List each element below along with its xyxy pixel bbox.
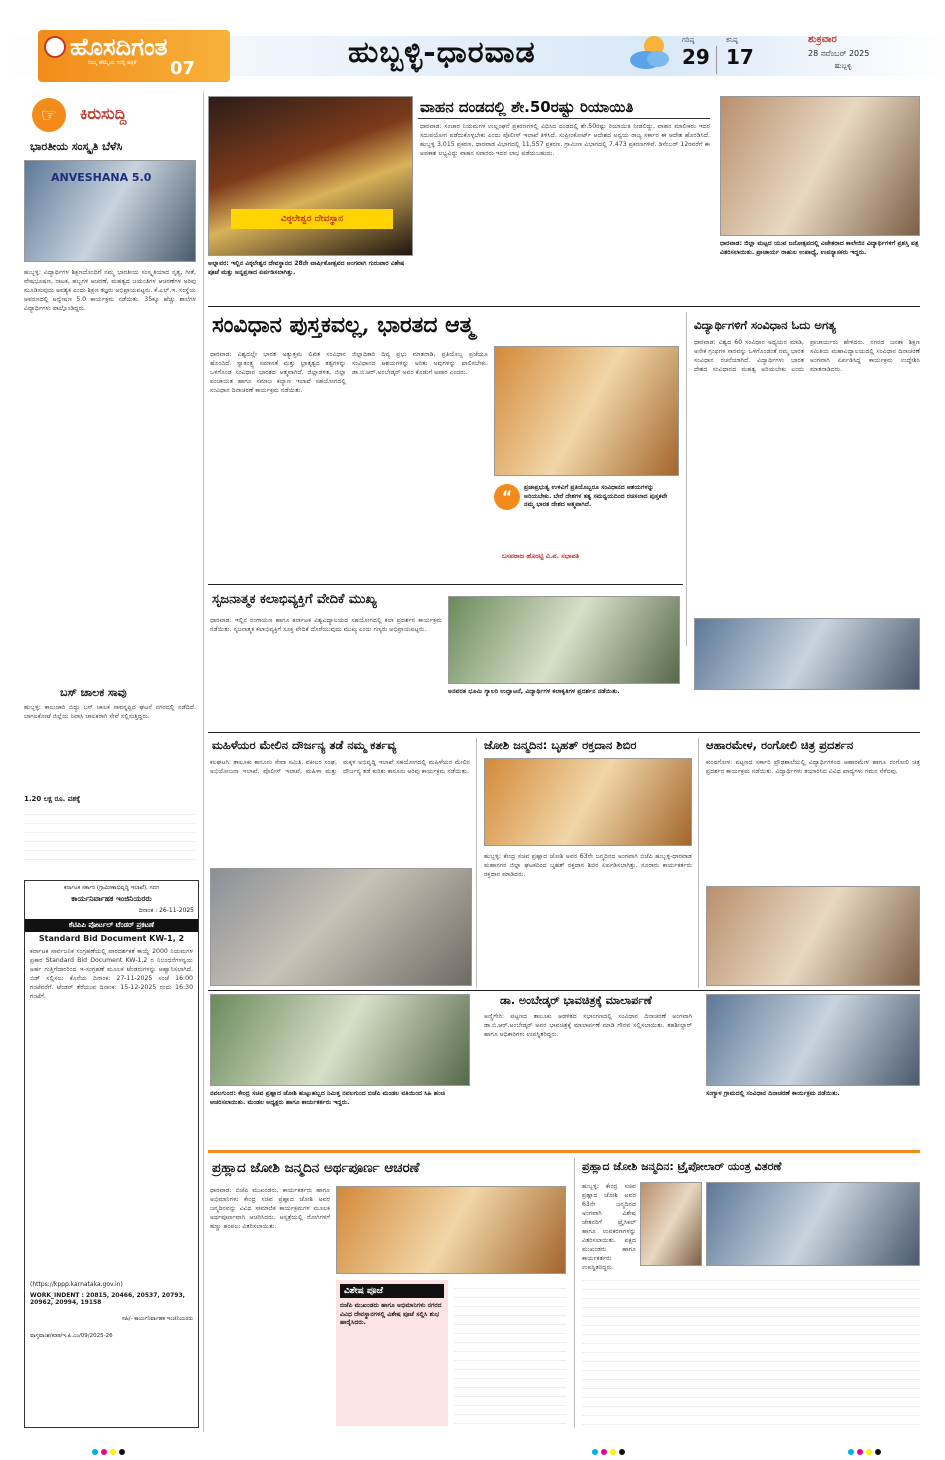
constitution-quote: ಪ್ರಜಾಪ್ರಭುತ್ವ ಉಳಿವಿಗೆ ಪ್ರತಿಯೊಬ್ಬರೂ ಸಂವಿಧಾನದ ಆಶಯಗಳನ್ನು ಅರಿಯಬೇಕು. ಬೇರೆ ದೇಶಗಳ ತತ್ವ ಸಮನ್ವಯದಿಂದ ರಚಿಸಲಾದ ಪುಸ್ತಕವೇ ನಮ್ಮ ಭಾರತ ದೇಶದ ಆತ್ಮವಾಗಿದೆ. [524,484,668,508]
anveshana-photo [24,160,196,262]
fine-rule [418,118,710,119]
constitution-body-2: ಜಿಲ್ಲಾಧಿಕಾರಿ ದಿವ್ಯ ಪ್ರಭು ಮಾತನಾಡಿ, ಪ್ರತಿಯೊಬ್ಬ ಪ್ರಜೆಯೂ ಸಂವಿಧಾನದ ಆಶಯಗಳನ್ನು ಅರಿತು ಅವುಗಳನ್ನು ಪಾಲಿಸಬೇಕು. ಡಾ.ಬಿ.ಆರ್.ಅಂಬೇಡ್ಕರ್ ಅವರ ಕೊಡುಗೆ ಅಪಾರ ಎಂದರು. [352,351,488,376]
column-divider [203,92,204,1432]
edition-city: ಹುಬ್ಬಳ್ಳಿ [834,62,852,70]
women-body: ಕಲಘಟಗಿ: ತಾಲೂಕು ಕಾನೂನು ಸೇವಾ ಸಮಿತಿ, ವಕೀಲರ ಸಂಘ, ಅಭಿಯೋಜನಾ ಇಲಾಖೆ, ಪೊಲೀಸ್ ಇಲಾಖೆ, ಮಹಿಳಾ ಮತ್ತು ಮಕ್ಕಳ ಅಭಿವೃದ್ಧಿ ಇಲಾಖೆ ಸಹಯೋಗದಲ್ಲಿ ಮಹಿಳೆಯರ ಮೇಲಿನ ದೌರ್ಜನ್ಯ ತಡೆ ಕುರಿತು ಕಾನೂನು ಅರಿವು ಕಾರ್ಯಕ್ರಮ ನಡೆಯಿತು. [210,759,470,775]
kiru-body: ಹುಬ್ಬಳ್ಳಿ: ವಿದ್ಯಾರ್ಥಿಗಳ ಶಿಕ್ಷಣದೊಂದಿಗೆ ನಮ್ಮ ಭಾರತೀಯ ಸಂಸ್ಕೃತಿಯಾದ ನೃತ್ಯ, ಗೀತೆ, ವೇಷಭೂಷಣ, ನಾಟಕ, ಹಬ್ಬಗಳ ಆಚರಣೆ, ಮಹತ್ವದ ಜಯಂತಿಗಳ ಆಚರಣೆಗಳ ಅರಿವು ಮೂಡಿಸುವುದು ಅವಶ್ಯಕ ಎಂದು ಶಿಕ್ಷಣ ತಜ್ಞರು ಅಭಿಪ್ರಾಯಪಟ್ಟರು. ಕೆ.ಎಲ್.ಇ. ಸಂಸ್ಥೆಯ ಆವರಣದಲ್ಲಿ ಅನ್ವೇಷಣ 5.0 ಕಾರ್ಯಕ್ರಮ ನಡೆಯಿತು. 35ಕ್ಕೂ ಹೆಚ್ಚು ಶಾಲೆಗಳ ವಿದ್ಯಾರ್ಥಿಗಳು ಪಾಲ್ಗೊಂಡಿದ್ದರು. [24,269,196,312]
blood-body: ಹುಬ್ಬಳ್ಳಿ: ಕೇಂದ್ರ ಸಚಿವ ಪ್ರಹ್ಲಾದ ಜೋಶಿ ಅವರ 63ನೇ ಜನ್ಮದಿನದ ಅಂಗವಾಗಿ ಬಿಜೆಪಿ ಹುಬ್ಬಳ್ಳಿ-ಧಾರವಾಡ ಮಹಾನಗರ ಜಿಲ್ಲಾ ಘಟಕದಿಂದ ಬೃಹತ್ ರಕ್ತದಾನ ಶಿಬಿರ ಏರ್ಪಡಿಸಲಾಗಿತ್ತು. ನೂರಾರು ಕಾರ್ಯಕರ್ತರು ರಕ್ತದಾನ ಮಾಡಿದರು. [484,853,692,878]
joshi-meaningful-photo [336,1186,566,1274]
temple-photo [208,96,413,256]
temp-divider [716,46,717,74]
tender-body: ಕರ್ನಾಟಕ ಸಾರ್ವಜನಿಕ ಸಂಗ್ರಹಣೆಯಲ್ಲಿ ಪಾರದರ್ಶಕತೆ ಕಾಯ್ದೆ 2000 ನಿಯಮಗಳ ಪ್ರಕಾರ Standard Bid Document KW-1,2 ರ ನಿಬಂಧನೆಗಳನ್ವಯ ಅರ್ಹ ಗುತ್ತಿಗೆದಾರರಿಂದ ಇ-ಸಂಗ್ರಹಣೆ ಮೂಲಕ ಟೆಂಡರುಗಳನ್ನು ಆಹ್ವಾನಿಸಲಾಗಿದೆ. ಬಿಡ್ ಸಲ್ಲಿಸಲು ಕೊನೆಯ ದಿನಾಂಕ: 27-11-2025 ಸಂಜೆ 16:00 ಗಂಟೆವರೆಗೆ. ಟೆಂಡರ್ ತೆರೆಯುವ ದಿನಾಂಕ: 15-12-2025 ರಂದು 16:30 ಗಂಟೆಗೆ. [30,948,193,1000]
blood-photo [484,758,692,846]
logo-emblem-icon [44,36,66,58]
tender-office: ಕಾರ್ಯನಿರ್ವಾಹಕ ಇಂಜಿನಿಯರರು [71,894,152,903]
constitution-photo [494,346,679,476]
navalgund-photo [210,994,470,1086]
section-rule [208,306,920,307]
fine-body: ಧಾರವಾಡ: ಸಂಚಾರ ನಿಯಮಗಳ ಉಲ್ಲಂಘನೆ ಪ್ರಕರಣಗಳಲ್ಲಿ ವಿಧಿಸಿದ ದಂಡದಲ್ಲಿ ಶೇ.50ರಷ್ಟು ರಿಯಾಯಿತಿ ನೀಡಲಿದ್ದು, ವಾಹನ ಮಾಲೀಕರು ಇದರ ಸದುಪಯೋಗ ಪಡೆದುಕೊಳ್ಳಬೇಕು ಎಂದು ಪೊಲೀಸ್ ಇಲಾಖೆ ತಿಳಿಸಿದೆ. ಸುಪ್ರೀಂಕೋರ್ಟ್ ಆದೇಶದ ಅನ್ವಯ ರಾಜ್ಯ ಸರ್ಕಾರ ಈ ಆದೇಶ ಹೊರಡಿಸಿದೆ. ಹುಬ್ಬಳ್ಳಿ 3,015 ಪ್ರಕರಣ, ಧಾರವಾಡ ವಿಭಾಗದಲ್ಲಿ 11,557 ಪ್ರಕರಣ, ಗ್ರಾಮೀಣ ವಿಭಾಗದಲ್ಲಿ 7,473 ಪ್ರಕರಣಗಳಿವೆ. ಡಿಸೆಂಬರ್ 12ರವರೆಗೆ ಈ ಅವಕಾಶ ಲಭ್ಯವಿದ್ದು ವಾಹನ ಸವಾರರು ಇದರ ಲಾಭ ಪಡೆಯಬಹುದು. [420,123,710,157]
temple-banner: ವಿಠ್ಠಲೇಶ್ವರ ದೇವಸ್ಥಾನ [231,209,393,229]
ambedkar-body: ಅಣ್ಣಿಗೇರಿ: ಪಟ್ಟಣದ ತಾಲೂಕು ಆಡಳಿತದ ಸಭಾಂಗಣದಲ್ಲಿ ಸಂವಿಧಾನ ದಿನಾಚರಣೆ ಅಂಗವಾಗಿ ಡಾ.ಬಿ.ಆರ್.ಅಂಬೇಡ್ಕರ್ ಅವರ ಭಾವಚಿತ್ರಕ್ಕೆ ಮಾಲಾರ್ಪಣೆ ಮಾಡಿ ಗೌರವ ಸಲ್ಲಿಸಲಾಯಿತು. ತಹಶೀಲ್ದಾರ್ ಹಾಗೂ ಅಧಿಕಾರಿಗಳು ಉಪಸ್ಥಿತರಿದ್ದರು. [484,1013,692,1038]
constitution-quote-author: ಬಸವರಾಜ ಹೊರಟ್ಟಿ ವಿ.ಪ. ಸಭಾಪತಿ [502,552,580,560]
special-pooja-body: ಬಿಜೆಪಿ ಮುಖಂಡರು ಹಾಗೂ ಅಭಿಮಾನಿಗಳು ನಗರದ ವಿವಿಧ ದೇವಸ್ಥಾನಗಳಲ್ಲಿ ವಿಶೇಷ ಪೂಜೆ ಸಲ್ಲಿಸಿ ಶುಭ ಹಾರೈಸಿದರು. [340,1302,442,1326]
masthead [0,0,945,92]
special-pooja-title: ವಿಶೇಷ ಪೂಜೆ [340,1284,444,1298]
food-photo [706,886,920,986]
fine-headline: ವಾಹನ ದಂಡದಲ್ಲಿ ಶೇ.50ರಷ್ಟು ರಿಯಾಯಿತಿ [420,98,634,116]
constitution-headline: ಸಂವಿಧಾನ ಪುಸ್ತಕವಲ್ಲ, ಭಾರತದ ಆತ್ಮ [212,312,475,338]
tender-date: ದಿನಾಂಕ : 26-11-2025 [138,907,194,914]
navalgund-caption: ನವಲಗುಂದ: ಕೇಂದ್ರ ಸಚಿವ ಪ್ರಹ್ಲಾದ ಜೋಶಿ ಹುಟ್ಟುಹಬ್ಬದ ನಿಮಿತ್ತ ನವಲಗುಂದ ಬಿಜೆಪಿ ಮಂಡಲ ವತಿಯಿಂದ ಸಿಹಿ ಹಂಚಿ ಆಚರಿಸಲಾಯಿತು. ಮಂಡಲ ಅಧ್ಯಕ್ಷರು ಹಾಗೂ ಕಾರ್ಯಕರ್ತರು ಇದ್ದರು. [210,1090,445,1106]
lower-rule [208,990,920,991]
tender-signature: ಸಹಿ/- ಕಾರ್ಯನಿರ್ವಾಹಕ ಇಂಜಿನಿಯರರು [121,1316,193,1322]
tender-url: (https://kppp.karnataka.gov.in) [30,1281,123,1288]
women-photo [210,868,472,986]
tricycle-body: ಹುಬ್ಬಳ್ಳಿ: ಕೇಂದ್ರ ಸಚಿವ ಪ್ರಹ್ಲಾದ ಜೋಶಿ ಅವರ 63ನೇ ಜನ್ಮದಿನದ ಅಂಗವಾಗಿ ವಿಶೇಷ ಚೇತನರಿಗೆ ಟ್ರೈಸಿಕಲ್ ಹಾಗೂ ಉಪಕರಣಗಳನ್ನು ವಿತರಿಸಲಾಯಿತು. ಪಕ್ಷದ ಮುಖಂಡರು ಹಾಗೂ ಕಾರ್ಯಕರ್ತರು ಉಪಸ್ಥಿತರಿದ್ದರು. [582,1183,636,1271]
constitution-quote-box [494,480,679,576]
registration-marks-left [92,1440,128,1459]
max-temp-block [682,36,710,69]
food-body: ಕುಂದಗೋಳ: ಪಟ್ಟಣದ ಸರ್ಕಾರಿ ಪ್ರೌಢಶಾಲೆಯಲ್ಲಿ ವಿದ್ಯಾರ್ಥಿಗಳಿಂದ ಆಹಾರಮೇಳ ಹಾಗೂ ರಂಗೋಲಿ ಚಿತ್ರ ಪ್ರದರ್ಶನ ಕಾರ್ಯಕ್ರಮ ನಡೆಯಿತು. ವಿದ್ಯಾರ್ಥಿಗಳು ತಯಾರಿಸಿದ ವಿವಿಧ ಖಾದ್ಯಗಳು ಗಮನ ಸೆಳೆದವು. [706,759,920,775]
tricycle-photo-1 [640,1182,702,1266]
cash-seized-body [24,806,196,862]
special-pooja-box [336,1280,448,1426]
tender-org: ಕರ್ನಾಟಕ ಸರ್ಕಾರ (ಗ್ರಾಮೀಣಾಭಿವೃದ್ಧಿ ಇಲಾಖೆ), ಗದಗ [63,885,160,891]
divider-blood [476,738,477,988]
kiru-headline: ಭಾರತೀಯ ಸಂಸ್ಕೃತಿ ಬೆಳೆಸಿ [30,140,123,153]
min-temp-block [726,36,754,69]
students-certificates-caption: ಧಾರವಾಡ: ಜಿಲ್ಲಾ ಮಟ್ಟದ ಯುವ ಜನೋತ್ಸವದಲ್ಲಿ ವಿಜೇತರಾದ ಕಾಲೇಜಿನ ವಿದ್ಯಾರ್ಥಿಗಳಿಗೆ ಪ್ರಶಸ್ತಿ ಪತ್ರ ವಿತರಿಸಲಾಯಿತು. ಪ್ರಾಚಾರ್ಯ ರಾಹುಲ ಉಪಾಧ್ಯೆ, ಉಪನ್ಯಾಸಕರು ಇದ್ದರು. [720,240,919,256]
arts-photo [448,596,680,684]
tricycle-headline: ಪ್ರಹ್ಲಾದ ಜೋಶಿ ಜನ್ಮದಿನ: ಟ್ರೈಪೋಲಾರ್ ಯಂತ್ರ ವಿತರಣೆ [582,1160,782,1173]
students-certificates-photo [720,96,920,236]
photo-banner-text: ANVESHANA 5.0 [51,171,152,184]
page-title: ಹುಬ್ಬಳ್ಳಿ-ಧಾರವಾಡ [348,35,536,70]
date-text: 28 ನವೆಂಬರ್ 2025 [808,49,870,58]
arts-rule [208,584,683,585]
max-temp-value: 29 [682,45,710,69]
mid-rule [208,732,920,733]
students-constitution-body: ಧಾರವಾಡ: ವಿಶ್ವದ 60 ಸಂವಿಧಾನ ಅಧ್ಯಯನ ಮಾಡಿ, ಅನೇಕ ಗ್ರಂಥಗಳ ಸಾರವನ್ನು ಒಳಗೊಂಡಂತೆ ನಮ್ಮ ಭಾರತ ಸಂವಿಧಾನ ರಚನೆಯಾಗಿದೆ. ವಿದ್ಯಾರ್ಥಿಗಳು ಭಾರತ ದೇಶದ ಸಂವಿಧಾನದ ಮಹತ್ವ ಅರಿಯಬೇಕು ಎಂದು ಪ್ರಾಚಾರ್ಯರು ಹೇಳಿದರು. ನಗರದ ಜನತಾ ಶಿಕ್ಷಣ ಸಮಿತಿಯ ಮಹಾವಿದ್ಯಾಲಯದಲ್ಲಿ ಸಂವಿಧಾನ ದಿನಾಚರಣೆ ಅಂಗವಾಗಿ ಏರ್ಪಡಿಸಿದ್ದ ಕಾರ್ಯಕ್ರಮ ಉದ್ದೇಶಿಸಿ ಮಾತನಾಡಿದರು. [694,339,920,373]
ambedkar-photo [706,994,920,1086]
registration-marks-center [592,1440,628,1459]
logo-tagline: ನಿಮ್ಮ ಹೆಮ್ಮೆಯ ಸುದ್ದಿ ಪತ್ರಿಕೆ [88,60,137,66]
max-temp-label: ಗರಿಷ್ಠ [682,36,695,44]
hand-pointing-icon: ☞ [32,98,66,132]
tender-notice [24,880,199,1428]
min-temp-value: 17 [726,45,754,69]
constitution-body-1: ಧಾರವಾಡ: ವಿಶ್ವದಲ್ಲೇ ಭಾರತ ಅತ್ಯುತ್ತಮ ಲಿಖಿತ ಸಂವಿಧಾನ ಹೊಂದಿದೆ. ಸ್ವಾತಂತ್ರ್ಯ ಸಮಾನತೆ ಮತ್ತು ಭ್ರಾತೃತ್ವದ ತತ್ವಗಳನ್ನು ಒಳಗೊಂಡ ಸಂವಿಧಾನ ಭಾರತದ ಆತ್ಮವಾಗಿದೆ. ಜಿಲ್ಲಾಡಳಿತ, ಜಿಲ್ಲಾ ಪಂಚಾಯತ ಹಾಗೂ ಸಮಾಜ ಕಲ್ಯಾಣ ಇಲಾಖೆ ಸಹಯೋಗದಲ್ಲಿ ಸಂವಿಧಾನ ದಿನಾಚರಣೆ ಕಾರ್ಯಕ್ರಮ ನಡೆಯಿತು. [210,351,346,394]
date-block [808,34,928,71]
tender-work-indent: WORK_INDENT : 20815, 20466, 20537, 20793, 20962, 20994, 19158 [30,1292,185,1306]
joshi-meaningful-continued [454,1280,566,1426]
logo: ಹೊಸದಿಗಂತ [70,32,168,61]
arts-body: ಧಾರವಾಡ: ಇಲ್ಲಿನ ರಂಗಾಯಣ ಹಾಗೂ ಕರ್ನಾಟಕ ವಿಶ್ವವಿದ್ಯಾಲಯದ ಸಹಯೋಗದಲ್ಲಿ ಕಲಾ ಪ್ರದರ್ಶನ ಕಾರ್ಯಕ್ರಮ ನಡೆಯಿತು. ಸೃಜನಾತ್ಮಕ ಕಲಾಭಿವ್ಯಕ್ತಿಗೆ ಸೂಕ್ತ ವೇದಿಕೆ ದೊರೆಯುವುದು ಮುಖ್ಯ ಎಂದು ಗಣ್ಯರು ಅಭಿಪ್ರಾಯಪಟ್ಟರು. [210,617,442,633]
kiru-suddi-label: ಕಿರುಸುದ್ದಿ [80,104,127,123]
min-temp-label: ಕನಿಷ್ಠ [726,36,738,44]
temple-caption: ಅಲ್ನಾವರ: ಇಲ್ಲಿನ ವಿಠ್ಠಲೇಶ್ವರ ದೇವಸ್ಥಾನದ 28ನೇ ವಾರ್ಷಿಕೋತ್ಸವದ ಅಂಗವಾಗಿ ಗುರುವಾರ ವಿಶೇಷ ಪೂಜೆ ಮತ್ತು ಅನ್ನಪ್ರಸಾದ ಏರ್ಪಡಿಸಲಾಗಿತ್ತು. [208,260,405,276]
orange-divider [208,1150,920,1153]
joshi-meaningful-headline: ಪ್ರಹ್ಲಾದ ಜೋಶಿ ಜನ್ಮದಿನ ಅರ್ಥಪೂರ್ಣ ಆಚರಣೆ [212,1160,420,1176]
ambedkar-caption: ಸಂಗ್ಯಾಳ ಗ್ರಾಮದಲ್ಲಿ ಸಂವಿಧಾನ ದಿನಾಚರಣೆ ಕಾರ್ಯಕ್ರಮ ನಡೆಯಿತು. [706,1090,840,1097]
food-headline: ಆಹಾರಮೇಳ, ರಂಗೋಲಿ ಚಿತ್ರ ಪ್ರದರ್ಶನ [706,738,854,752]
tender-title: ಕೆಟಿಪಿಪಿ ಪೋರ್ಟಲ್ ಟೆಂಡರ್ ಪ್ರಕಟಣೆ [25,919,198,932]
ambedkar-headline: ಡಾ. ಅಂಬೇಡ್ಕರ್ ಭಾವಚಿತ್ರಕ್ಕೆ ಮಾಲಾರ್ಪಣೆ [500,994,652,1007]
tender-footer: ವಾಸ್ತವಾಂಶ/ಕಡತ/ಇ.ಪಿ.ಎಂ/09/2025-26 [30,1333,113,1339]
students-constitution-headline: ವಿದ್ಯಾರ್ಥಿಗಳಿಗೆ ಸಂವಿಧಾನ ಓದು ಅಗತ್ಯ [694,318,836,332]
blood-headline: ಜೋಶಿ ಜನ್ಮದಿನ: ಬೃಹತ್ ರಕ್ತದಾನ ಶಿಬಿರ [484,738,637,752]
bus-driver-headline: ಬಸ್ ಚಾಲಕ ಸಾವು [60,686,127,699]
tricycle-photo-2 [706,1182,920,1266]
bus-driver-body: ಹುಬ್ಬಳ್ಳಿ: ಕಾಲುಜಾರಿ ಬಿದ್ದು ಬಸ್ ಚಾಲಕ ಸಾವನ್ನಪ್ಪಿದ ಘಟನೆ ನಗರದಲ್ಲಿ ನಡೆದಿದೆ. ಬಾಗಲಕೋಟೆ ಜಿಲ್ಲೆಯ ನಿವಾಸಿ ಚಾಲಕರಾಗಿ ಸೇವೆ ಸಲ್ಲಿಸುತ್ತಿದ್ದರು. [24,704,196,720]
page-number: 07 [170,58,196,79]
arts-caption: ಅನವರತ ಭೂಮಿ ಗ್ಯಾಲರಿ ಉದ್ಘಾಟನೆ, ವಿದ್ಯಾರ್ಥಿಗಳ ಕಲಾಕೃತಿಗಳ ಪ್ರದರ್ಶನ ನಡೆಯಿತು. [448,688,620,695]
registration-marks-right [848,1440,884,1459]
day-name: ಶುಕ್ರವಾರ [808,34,837,45]
quote-icon: “ [494,484,520,510]
joshi-meaningful-body: ಧಾರವಾಡ: ಬಿಜೆಪಿ ಮುಖಂಡರು, ಕಾರ್ಯಕರ್ತರು ಹಾಗೂ ಅಭಿಮಾನಿಗಳು ಕೇಂದ್ರ ಸಚಿವ ಪ್ರಹ್ಲಾದ ಜೋಶಿ ಅವರ ಜನ್ಮದಿನವನ್ನು ವಿವಿಧ ಸಾಮಾಜಿಕ ಕಾರ್ಯಕ್ರಮಗಳ ಮೂಲಕ ಅರ್ಥಪೂರ್ಣವಾಗಿ ಆಚರಿಸಿದರು. ಆಸ್ಪತ್ರೆಯಲ್ಲಿ ರೋಗಿಗಳಿಗೆ ಹಣ್ಣು ಹಂಪಲು ವಿತರಿಸಲಾಯಿತು. [210,1187,330,1230]
divider-tricycle [574,1158,575,1428]
students-constitution-photo [694,618,920,690]
arts-headline: ಸೃಜನಾತ್ಮಕ ಕಲಾಭಿವ್ಯಕ್ತಿಗೆ ವೇದಿಕೆ ಮುಖ್ಯ [212,592,377,607]
tricycle-continued [582,1272,920,1426]
column-divider-right [686,312,687,646]
weather-cloud-sun-icon [628,32,674,72]
cash-seized-subhead: 1.20 ಲಕ್ಷ ರೂ. ವಶಕ್ಕೆ [24,795,81,803]
divider-food [698,738,699,988]
tender-doc: Standard Bid Document KW-1, 2 [38,934,185,943]
women-headline: ಮಹಿಳೆಯರ ಮೇಲಿನ ದೌರ್ಜನ್ಯ ತಡೆ ನಮ್ಮ ಕರ್ತವ್ಯ [212,738,397,752]
